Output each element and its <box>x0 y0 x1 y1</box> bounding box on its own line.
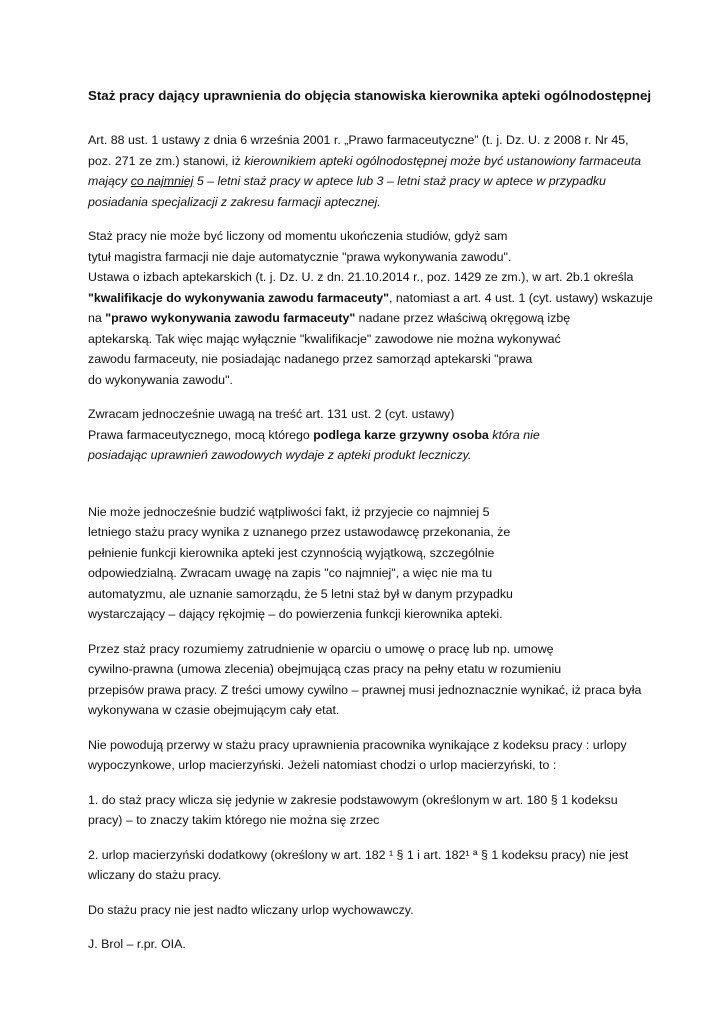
paragraph-article-88 <box>88 130 685 212</box>
text-run: mający <box>88 174 131 188</box>
paragraph-parental-leave <box>88 900 685 921</box>
text-line: 2. urlop macierzyński dodatkowy (określony w art. 182 ¹ § 1 i art. 182¹ ª § 1 kodeksu pracy) nie jest <box>88 847 629 862</box>
text-line: Nie powodują przerwy w stażu pracy uprawnienia pracownika wynikające z kodeksu pracy : urlopy <box>88 737 627 752</box>
paragraph-article-131 <box>88 404 685 466</box>
text-line: wypoczynkowe, urlop macierzyński. Jeżeli natomiast chodzi o urlop macierzyński, to : <box>88 758 557 772</box>
text-line: odpowiedzialną. Zwracam uwagę na zapis "co najmniej", a więc nie ma tu <box>88 566 493 580</box>
text-line: pełnienie funkcji kierownika apteki jest czynnością wyjątkową, szczególnie <box>88 545 495 560</box>
text-run: , natomiast a art. 4 ust. 1 (cyt. ustawy) wskazuje <box>388 290 653 305</box>
text-run: poz. 271 ze zm.) stanowi, iż <box>88 153 245 168</box>
text-line: wystarczający – dający rękojmię – do powierzenia funkcji kierownika apteki. <box>88 607 503 621</box>
text-line <box>88 171 685 192</box>
paragraph-five-years <box>88 502 685 625</box>
text-line: aptekarską. Tak więc mając wyłącznie "kwalifikacje" zawodowe nie można wykonywać <box>88 331 561 346</box>
paragraph-work-experience <box>88 226 685 390</box>
text-line: Przez staż pracy rozumiemy zatrudnienie w oparciu o umowę o pracę lub np. umowę <box>88 641 554 656</box>
list-item-1 <box>88 790 685 831</box>
document-title: Staż pracy dający uprawnienia do objęcia stanowiska kierownika apteki ogólnodostępnej <box>88 88 652 103</box>
text-line: cywilno-prawna (umowa zlecenia) obejmującą czas pracy na pełny etatu w rozumieniu <box>88 662 562 676</box>
text-line: Do stażu pracy nie jest nadto wliczany urlop wychowawczy. <box>88 902 414 917</box>
text-line: pracy) – to znaczy takim którego nie można się zrzec <box>88 813 380 827</box>
bold-text: "prawo wykonywania zawodu farmaceuty" <box>105 311 356 325</box>
list-item-2 <box>88 845 685 886</box>
text-run: Prawa farmaceutycznego, mocą którego <box>88 427 314 442</box>
text-line: wliczany do stażu pracy. <box>88 868 222 882</box>
text-line <box>88 151 685 172</box>
text-line: zawodu farmaceuty, nie posiadając nadanego przez samorząd aptekarski "prawa <box>88 352 533 366</box>
paragraph-employment-definition <box>88 639 685 721</box>
text-line: Nie może jednocześnie budzić wątpliwości fakt, iż przyjecie co najmniej 5 <box>88 504 490 519</box>
text-run: nadane przez właściwą okręgową izbę <box>355 311 571 325</box>
italic-text: która nie <box>488 427 540 442</box>
text-line: Staż pracy nie może być liczony od momentu ukończenia studiów, gdyż sam <box>88 229 508 243</box>
text-line <box>88 308 685 329</box>
text-line: posiadania specjalizacji z zakresu farmacji aptecznej. <box>88 194 381 209</box>
signature: J. Brol – r.pr. OIA. <box>88 937 186 951</box>
bold-text: "kwalifikacje do wykonywania zawodu farmaceuty" <box>88 290 389 305</box>
text-line: Art. 88 ust. 1 ustawy z dnia 6 września 2001 r. „Prawo farmaceutyczne” (t. j. Dz. U. z 2008 r. Nr 45, <box>88 133 629 147</box>
text-line <box>88 288 685 309</box>
text-line: do wykonywania zawodu". <box>88 372 233 387</box>
text-line: przepisów prawa pracy. Z treści umowy cywilno – prawnej musi jednoznacznie wynikać, iż praca była <box>88 682 642 697</box>
underlined-text: co najmniej <box>130 174 194 188</box>
text-run: 5 – letni staż pracy w aptece lub 3 – letni staż pracy w aptece w przypadku <box>193 174 606 188</box>
bold-text: podlega karze grzywny osoba <box>313 427 489 442</box>
text-run: na <box>88 311 106 325</box>
text-line: Zwracam jednocześnie uwagą na treść art. 131 ust. 2 (cyt. ustawy) <box>88 407 455 421</box>
italic-text: kierownikiem apteki ogólnodostępnej może być ustanowiony farmaceuta <box>244 153 642 168</box>
text-line: posiadając uprawnień zawodowych wydaje z apteki produkt leczniczy. <box>88 448 472 462</box>
text-line: automatyzmu, ale uznanie samorządu, że 5 letni staż był w danym przypadku <box>88 586 513 601</box>
text-line <box>88 425 685 446</box>
text-line: wykonywana w czasie obejmującym cały etat. <box>88 703 340 717</box>
text-line: tytuł magistra farmacji nie daje automatycznie "prawa wykonywania zawodu". <box>88 249 512 264</box>
paragraph-leave <box>88 735 685 776</box>
text-line: letniego stażu pracy wynika z uznanego przez ustawodawcę przekonania, że <box>88 525 511 539</box>
text-line: Ustawa o izbach aptekarskich (t. j. Dz. U. z dn. 21.10.2014 r., poz. 1429 ze zm.), w art. 2b.1 określa <box>88 270 634 284</box>
text-line: 1. do staż pracy wlicza się jedynie w zakresie podstawowym (określonym w art. 180 § 1 kodeksu <box>88 792 618 807</box>
